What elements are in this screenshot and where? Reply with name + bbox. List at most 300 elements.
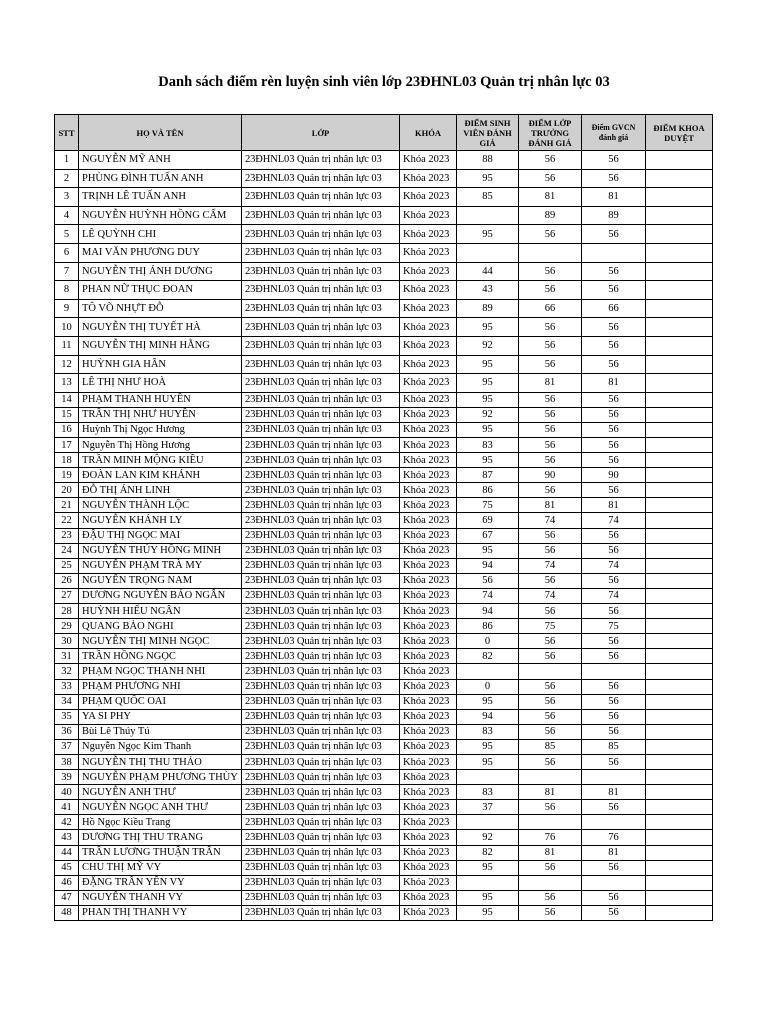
cell-ho-ten: NGUYỄN HUỲNH HỒNG CẨM [79,206,242,225]
cell-ho-ten: CHU THỊ MỸ VY [79,860,242,875]
cell-diem-khoa-duyet [646,206,713,225]
table-row [55,679,713,694]
cell-lop: 23ĐHNL03 Quản trị nhân lực 03 [242,438,400,453]
cell-diem-lop-truong: 56 [519,649,582,664]
cell-diem-lop-truong: 66 [519,299,582,318]
cell-stt: 33 [55,679,79,694]
table-row [55,468,713,483]
cell-ho-ten: DƯƠNG NGUYỄN BẢO NGÂN [79,588,242,603]
cell-diem-sinh-vien: 56 [457,573,519,588]
cell-diem-khoa-duyet [646,890,713,905]
cell-diem-lop-truong: 56 [519,453,582,468]
cell-stt: 17 [55,438,79,453]
cell-diem-sinh-vien: 86 [457,619,519,634]
cell-lop: 23ĐHNL03 Quản trị nhân lực 03 [242,754,400,769]
cell-diem-khoa-duyet [646,845,713,860]
cell-diem-lop-truong: 85 [519,739,582,754]
cell-diem-gvcn: 56 [582,355,646,374]
table-header-row [55,115,713,151]
cell-diem-khoa-duyet [646,151,713,170]
cell-diem-lop-truong: 74 [519,513,582,528]
cell-ho-ten: ĐOÀN LAN KIM KHÁNH [79,468,242,483]
cell-diem-lop-truong: 56 [519,679,582,694]
cell-khoa: Khóa 2023 [400,679,457,694]
cell-ho-ten: NGUYỄN NGỌC ANH THƯ [79,800,242,815]
cell-ho-ten: TRẦN HỒNG NGỌC [79,649,242,664]
cell-diem-gvcn: 76 [582,830,646,845]
cell-diem-sinh-vien: 95 [457,374,519,393]
table-row [55,890,713,905]
cell-diem-khoa-duyet [646,513,713,528]
table-row [55,438,713,453]
table-row [55,543,713,558]
cell-ho-ten: TRẦN THỊ NHƯ HUYỀN [79,407,242,422]
cell-khoa: Khóa 2023 [400,281,457,300]
cell-ho-ten: DƯƠNG THỊ THU TRANG [79,830,242,845]
cell-lop: 23ĐHNL03 Quản trị nhân lực 03 [242,225,400,244]
cell-ho-ten: Nguyễn Thị Hồng Hương [79,438,242,453]
cell-diem-gvcn: 56 [582,262,646,281]
cell-khoa: Khóa 2023 [400,649,457,664]
cell-diem-lop-truong: 56 [519,573,582,588]
cell-diem-khoa-duyet [646,483,713,498]
cell-diem-lop-truong: 75 [519,619,582,634]
table-row [55,664,713,679]
cell-diem-khoa-duyet [646,225,713,244]
cell-diem-gvcn: 89 [582,206,646,225]
cell-diem-sinh-vien: 94 [457,558,519,573]
cell-khoa: Khóa 2023 [400,634,457,649]
cell-diem-khoa-duyet [646,905,713,920]
cell-diem-gvcn: 56 [582,528,646,543]
cell-diem-sinh-vien: 95 [457,169,519,188]
cell-diem-lop-truong: 56 [519,281,582,300]
cell-diem-khoa-duyet [646,318,713,337]
cell-stt: 46 [55,875,79,890]
cell-diem-gvcn [582,243,646,262]
cell-stt: 30 [55,634,79,649]
cell-diem-khoa-duyet [646,830,713,845]
cell-diem-gvcn: 56 [582,392,646,407]
cell-diem-khoa-duyet [646,724,713,739]
cell-stt: 43 [55,830,79,845]
cell-diem-khoa-duyet [646,709,713,724]
table-row [55,604,713,619]
cell-lop: 23ĐHNL03 Quản trị nhân lực 03 [242,318,400,337]
cell-diem-gvcn: 56 [582,573,646,588]
cell-diem-lop-truong: 56 [519,724,582,739]
cell-diem-gvcn: 56 [582,281,646,300]
cell-stt: 3 [55,188,79,207]
cell-diem-khoa-duyet [646,438,713,453]
cell-diem-lop-truong [519,875,582,890]
cell-diem-sinh-vien: 95 [457,355,519,374]
table-row [55,754,713,769]
cell-diem-lop-truong: 56 [519,318,582,337]
cell-stt: 19 [55,468,79,483]
cell-stt: 25 [55,558,79,573]
cell-diem-lop-truong: 56 [519,262,582,281]
cell-stt: 26 [55,573,79,588]
cell-diem-gvcn: 81 [582,374,646,393]
cell-diem-khoa-duyet [646,453,713,468]
cell-stt: 5 [55,225,79,244]
cell-diem-sinh-vien: 0 [457,679,519,694]
cell-khoa: Khóa 2023 [400,262,457,281]
cell-diem-gvcn: 85 [582,739,646,754]
cell-diem-khoa-duyet [646,558,713,573]
cell-diem-lop-truong: 56 [519,543,582,558]
cell-stt: 35 [55,709,79,724]
cell-ho-ten: NGUYỄN THỊ THU THẢO [79,754,242,769]
cell-diem-sinh-vien [457,815,519,830]
cell-diem-khoa-duyet [646,634,713,649]
cell-diem-sinh-vien: 43 [457,281,519,300]
cell-diem-sinh-vien: 44 [457,262,519,281]
cell-diem-khoa-duyet [646,374,713,393]
header-khoa: KHÓA [400,115,457,151]
cell-stt: 36 [55,724,79,739]
table-row [55,875,713,890]
cell-diem-sinh-vien: 95 [457,860,519,875]
table-body [55,151,713,921]
cell-khoa: Khóa 2023 [400,422,457,437]
cell-khoa: Khóa 2023 [400,860,457,875]
cell-diem-khoa-duyet [646,528,713,543]
cell-lop: 23ĐHNL03 Quản trị nhân lực 03 [242,355,400,374]
cell-stt: 10 [55,318,79,337]
cell-diem-sinh-vien: 95 [457,754,519,769]
cell-diem-sinh-vien: 69 [457,513,519,528]
cell-diem-khoa-duyet [646,619,713,634]
score-table [54,114,713,921]
cell-diem-sinh-vien: 95 [457,543,519,558]
header-diem-gvcn: Điểm GVCN đánh giá [582,115,646,151]
cell-diem-lop-truong: 56 [519,754,582,769]
cell-diem-sinh-vien: 67 [457,528,519,543]
cell-khoa: Khóa 2023 [400,336,457,355]
cell-diem-gvcn: 90 [582,468,646,483]
cell-diem-lop-truong: 56 [519,860,582,875]
cell-diem-khoa-duyet [646,815,713,830]
cell-diem-lop-truong: 56 [519,169,582,188]
cell-diem-gvcn: 81 [582,498,646,513]
table-row [55,649,713,664]
cell-diem-sinh-vien: 95 [457,225,519,244]
cell-diem-lop-truong: 56 [519,336,582,355]
cell-khoa: Khóa 2023 [400,694,457,709]
cell-stt: 23 [55,528,79,543]
cell-diem-lop-truong: 56 [519,422,582,437]
cell-lop: 23ĐHNL03 Quản trị nhân lực 03 [242,785,400,800]
cell-lop: 23ĐHNL03 Quản trị nhân lực 03 [242,905,400,920]
cell-stt: 38 [55,754,79,769]
cell-ho-ten: PHẠM THANH HUYỀN [79,392,242,407]
cell-khoa: Khóa 2023 [400,243,457,262]
table-row [55,422,713,437]
cell-khoa: Khóa 2023 [400,468,457,483]
cell-lop: 23ĐHNL03 Quản trị nhân lực 03 [242,770,400,785]
cell-diem-lop-truong: 56 [519,407,582,422]
cell-khoa: Khóa 2023 [400,169,457,188]
cell-diem-khoa-duyet [646,336,713,355]
cell-lop: 23ĐHNL03 Quản trị nhân lực 03 [242,724,400,739]
table-row [55,845,713,860]
cell-diem-sinh-vien: 75 [457,498,519,513]
cell-diem-lop-truong: 81 [519,188,582,207]
cell-diem-sinh-vien: 95 [457,392,519,407]
cell-lop: 23ĐHNL03 Quản trị nhân lực 03 [242,543,400,558]
cell-khoa: Khóa 2023 [400,407,457,422]
cell-ho-ten: Hồ Ngọc Kiều Trang [79,815,242,830]
cell-khoa: Khóa 2023 [400,815,457,830]
cell-diem-sinh-vien: 95 [457,453,519,468]
cell-khoa: Khóa 2023 [400,225,457,244]
cell-diem-gvcn: 56 [582,890,646,905]
cell-diem-lop-truong: 74 [519,588,582,603]
cell-khoa: Khóa 2023 [400,438,457,453]
cell-lop: 23ĐHNL03 Quản trị nhân lực 03 [242,513,400,528]
table-row [55,709,713,724]
cell-stt: 37 [55,739,79,754]
cell-diem-lop-truong: 56 [519,483,582,498]
cell-diem-sinh-vien: 0 [457,634,519,649]
table-row [55,573,713,588]
cell-lop: 23ĐHNL03 Quản trị nhân lực 03 [242,649,400,664]
cell-ho-ten: MAI VĂN PHƯƠNG DUY [79,243,242,262]
cell-ho-ten: YA SI PHY [79,709,242,724]
cell-diem-gvcn [582,875,646,890]
cell-stt: 20 [55,483,79,498]
cell-diem-khoa-duyet [646,604,713,619]
cell-diem-gvcn: 81 [582,785,646,800]
cell-khoa: Khóa 2023 [400,498,457,513]
cell-ho-ten: PHÙNG ĐÌNH TUẤN ANH [79,169,242,188]
cell-diem-khoa-duyet [646,739,713,754]
cell-ho-ten: NGUYỄN THỊ MINH HẰNG [79,336,242,355]
cell-khoa: Khóa 2023 [400,770,457,785]
cell-diem-lop-truong: 89 [519,206,582,225]
cell-diem-gvcn: 56 [582,905,646,920]
cell-khoa: Khóa 2023 [400,573,457,588]
cell-ho-ten: TÔ VÕ NHỰT ĐỖ [79,299,242,318]
cell-ho-ten: LÊ THỊ NHƯ HOÀ [79,374,242,393]
table-row [55,558,713,573]
cell-ho-ten: HUỲNH HIẾU NGÂN [79,604,242,619]
cell-ho-ten: Huỳnh Thị Ngọc Hương [79,422,242,437]
table-row [55,374,713,393]
table-row [55,355,713,374]
cell-lop: 23ĐHNL03 Quản trị nhân lực 03 [242,336,400,355]
cell-lop: 23ĐHNL03 Quản trị nhân lực 03 [242,860,400,875]
cell-lop: 23ĐHNL03 Quản trị nhân lực 03 [242,800,400,815]
cell-diem-lop-truong: 56 [519,694,582,709]
cell-stt: 29 [55,619,79,634]
cell-lop: 23ĐHNL03 Quản trị nhân lực 03 [242,528,400,543]
cell-diem-sinh-vien: 92 [457,407,519,422]
cell-khoa: Khóa 2023 [400,709,457,724]
cell-lop: 23ĐHNL03 Quản trị nhân lực 03 [242,679,400,694]
table-row [55,830,713,845]
table-row [55,619,713,634]
cell-stt: 34 [55,694,79,709]
table-row [55,188,713,207]
cell-lop: 23ĐHNL03 Quản trị nhân lực 03 [242,453,400,468]
cell-diem-khoa-duyet [646,694,713,709]
cell-diem-gvcn: 56 [582,604,646,619]
table-row [55,243,713,262]
cell-diem-khoa-duyet [646,498,713,513]
cell-khoa: Khóa 2023 [400,374,457,393]
header-ho-ten: HỌ VÀ TÊN [79,115,242,151]
cell-diem-lop-truong: 56 [519,438,582,453]
table-row [55,634,713,649]
cell-diem-sinh-vien: 95 [457,890,519,905]
cell-ho-ten: NGUYỄN THỊ ÁNH DƯƠNG [79,262,242,281]
cell-diem-sinh-vien [457,243,519,262]
cell-lop: 23ĐHNL03 Quản trị nhân lực 03 [242,890,400,905]
cell-diem-gvcn: 56 [582,634,646,649]
cell-diem-sinh-vien: 37 [457,800,519,815]
header-stt: STT [55,115,79,151]
cell-diem-sinh-vien: 95 [457,739,519,754]
table-row [55,392,713,407]
cell-ho-ten: PHẠM NGỌC THANH NHI [79,664,242,679]
cell-stt: 44 [55,845,79,860]
table-row [55,724,713,739]
cell-khoa: Khóa 2023 [400,664,457,679]
cell-diem-khoa-duyet [646,355,713,374]
cell-diem-sinh-vien: 89 [457,299,519,318]
cell-diem-khoa-duyet [646,785,713,800]
cell-diem-sinh-vien [457,770,519,785]
cell-diem-sinh-vien: 83 [457,724,519,739]
table-row [55,815,713,830]
cell-diem-khoa-duyet [646,468,713,483]
cell-diem-sinh-vien: 83 [457,438,519,453]
cell-khoa: Khóa 2023 [400,800,457,815]
cell-diem-lop-truong: 56 [519,905,582,920]
cell-ho-ten: NGUYỄN KHÁNH LY [79,513,242,528]
table-row [55,905,713,920]
cell-ho-ten: NGUYỄN THANH VY [79,890,242,905]
cell-diem-sinh-vien [457,664,519,679]
cell-ho-ten: ĐẬU THỊ NGỌC MAI [79,528,242,543]
cell-stt: 8 [55,281,79,300]
cell-khoa: Khóa 2023 [400,188,457,207]
cell-diem-khoa-duyet [646,243,713,262]
cell-lop: 23ĐHNL03 Quản trị nhân lực 03 [242,619,400,634]
cell-lop: 23ĐHNL03 Quản trị nhân lực 03 [242,694,400,709]
page-title: Danh sách điểm rèn luyện sinh viên lớp 23ĐHNL03 Quản trị nhân lực 03 [158,74,610,90]
cell-ho-ten: ĐỖ THỊ ÁNH LINH [79,483,242,498]
cell-stt: 48 [55,905,79,920]
cell-diem-sinh-vien: 87 [457,468,519,483]
cell-khoa: Khóa 2023 [400,785,457,800]
cell-stt: 31 [55,649,79,664]
cell-diem-lop-truong [519,664,582,679]
table-row [55,299,713,318]
cell-diem-sinh-vien: 92 [457,336,519,355]
cell-lop: 23ĐHNL03 Quản trị nhân lực 03 [242,875,400,890]
cell-diem-gvcn: 75 [582,619,646,634]
cell-stt: 24 [55,543,79,558]
cell-diem-sinh-vien: 82 [457,649,519,664]
cell-khoa: Khóa 2023 [400,299,457,318]
cell-lop: 23ĐHNL03 Quản trị nhân lực 03 [242,206,400,225]
cell-diem-sinh-vien: 95 [457,905,519,920]
table-row [55,225,713,244]
cell-diem-khoa-duyet [646,281,713,300]
cell-stt: 32 [55,664,79,679]
cell-lop: 23ĐHNL03 Quản trị nhân lực 03 [242,483,400,498]
cell-diem-khoa-duyet [646,392,713,407]
cell-ho-ten: LÊ QUỲNH CHI [79,225,242,244]
cell-stt: 13 [55,374,79,393]
cell-diem-lop-truong: 90 [519,468,582,483]
cell-diem-lop-truong [519,243,582,262]
cell-stt: 4 [55,206,79,225]
cell-diem-gvcn: 56 [582,422,646,437]
cell-diem-gvcn: 56 [582,169,646,188]
cell-lop: 23ĐHNL03 Quản trị nhân lực 03 [242,468,400,483]
cell-diem-lop-truong [519,815,582,830]
cell-diem-lop-truong: 56 [519,225,582,244]
cell-diem-sinh-vien: 95 [457,422,519,437]
cell-lop: 23ĐHNL03 Quản trị nhân lực 03 [242,169,400,188]
cell-khoa: Khóa 2023 [400,528,457,543]
cell-ho-ten: PHAN NỮ THỤC ĐOAN [79,281,242,300]
cell-lop: 23ĐHNL03 Quản trị nhân lực 03 [242,407,400,422]
header-diem-lop-truong: ĐIỂM LỚP TRƯỞNG ĐÁNH GIÁ [519,115,582,151]
cell-diem-khoa-duyet [646,407,713,422]
cell-diem-khoa-duyet [646,573,713,588]
cell-lop: 23ĐHNL03 Quản trị nhân lực 03 [242,262,400,281]
cell-khoa: Khóa 2023 [400,604,457,619]
cell-ho-ten: Bùi Lê Thúy Tú [79,724,242,739]
cell-ho-ten: TRẦN LƯƠNG THUẬN TRÂN [79,845,242,860]
cell-diem-khoa-duyet [646,299,713,318]
cell-diem-lop-truong: 56 [519,634,582,649]
cell-diem-khoa-duyet [646,770,713,785]
table-row [55,694,713,709]
cell-diem-gvcn: 56 [582,754,646,769]
table-row [55,151,713,170]
table-row [55,336,713,355]
cell-diem-sinh-vien: 86 [457,483,519,498]
cell-stt: 2 [55,169,79,188]
cell-ho-ten: Nguyễn Ngọc Kim Thanh [79,739,242,754]
cell-diem-gvcn: 56 [582,483,646,498]
table-row [55,588,713,603]
cell-diem-gvcn: 56 [582,724,646,739]
cell-diem-sinh-vien: 74 [457,588,519,603]
cell-diem-gvcn: 81 [582,188,646,207]
header-diem-khoa-duyet: ĐIỂM KHOA DUYỆT [646,115,713,151]
cell-stt: 41 [55,800,79,815]
cell-diem-gvcn: 74 [582,558,646,573]
cell-diem-khoa-duyet [646,262,713,281]
cell-diem-sinh-vien: 95 [457,694,519,709]
cell-diem-gvcn: 66 [582,299,646,318]
cell-stt: 45 [55,860,79,875]
cell-ho-ten: NGUYỄN THÀNH LỘC [79,498,242,513]
cell-diem-lop-truong: 81 [519,374,582,393]
table-row [55,513,713,528]
cell-diem-gvcn [582,664,646,679]
cell-diem-lop-truong: 76 [519,830,582,845]
cell-ho-ten: NGUYỄN ANH THƯ [79,785,242,800]
